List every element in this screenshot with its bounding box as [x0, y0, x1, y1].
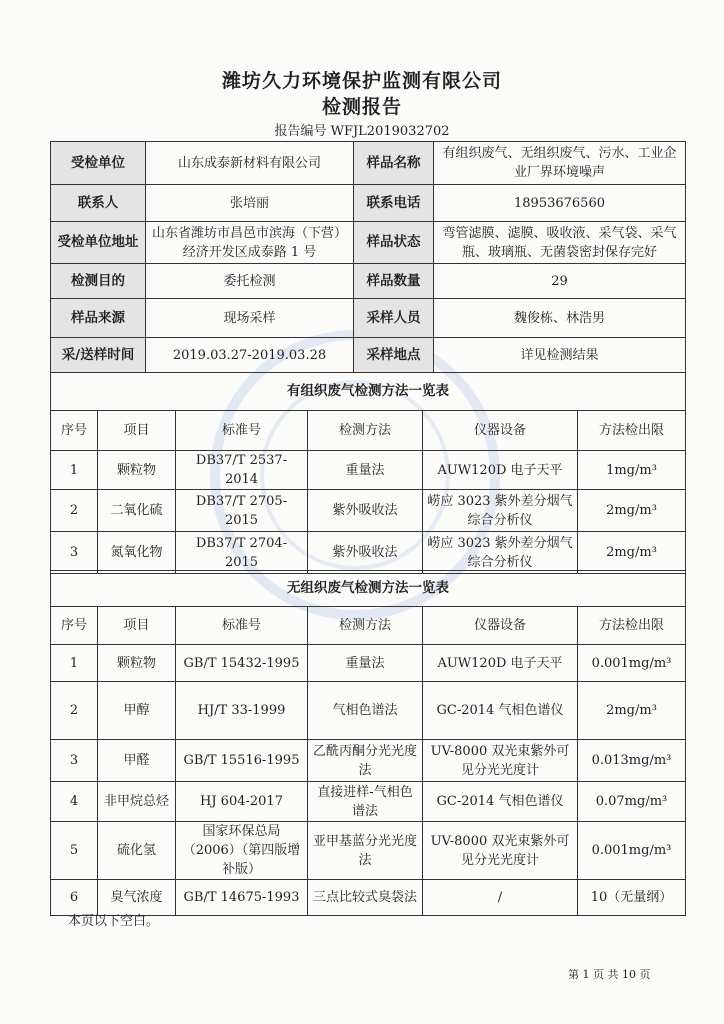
cell: 2mg/m³	[578, 682, 686, 740]
cell: 0.001mg/m³	[578, 822, 686, 880]
sample-name-label: 样品名称	[354, 142, 434, 185]
cell: GC-2014 气相色谱仪	[423, 782, 578, 822]
cell: 2	[51, 490, 98, 532]
cell: 2	[51, 682, 98, 740]
cell: 非甲烷总烃	[98, 782, 176, 822]
unorganized-section-title: 无组织废气检测方法一览表	[51, 571, 686, 607]
cell: 1	[51, 645, 98, 682]
cell: /	[423, 880, 578, 916]
col-header: 仪器设备	[423, 607, 578, 645]
report-number: 报告编号 WFJL2019032702	[274, 124, 450, 139]
cell: DB37/T 2705-2015	[176, 490, 308, 532]
source-value: 现场采样	[146, 299, 354, 338]
table-row	[51, 490, 686, 532]
sampler-label: 采样人员	[354, 299, 434, 338]
phone-value: 18953676560	[434, 185, 686, 222]
cell: 紫外吸收法	[308, 490, 423, 532]
sample-name-value: 有组织废气、无组织废气、污水、工业企业厂界环境噪声	[434, 142, 686, 185]
cell: 3	[51, 740, 98, 782]
cell: HJ 604-2017	[176, 782, 308, 822]
cell: GB/T 15516-1995	[176, 740, 308, 782]
cell: 甲醇	[98, 682, 176, 740]
cell: 2mg/m³	[578, 532, 686, 574]
unorganized-methods-table	[50, 570, 686, 916]
table-row	[51, 451, 686, 490]
cell: 氮氧化物	[98, 532, 176, 574]
state-value: 弯管滤膜、滤膜、吸收液、采气袋、采气瓶、玻璃瓶、无菌袋密封保存完好	[434, 222, 686, 264]
cell: 重量法	[308, 645, 423, 682]
report-title: 检测报告	[321, 96, 402, 118]
cell: 亚甲基蓝分光光度法	[308, 822, 423, 880]
cell: 二氧化硫	[98, 490, 176, 532]
col-header: 序号	[51, 607, 98, 645]
col-header: 方法检出限	[578, 411, 686, 451]
cell: 直接进样-气相色谱法	[308, 782, 423, 822]
cell: 6	[51, 880, 98, 916]
contact-value: 张培丽	[146, 185, 354, 222]
cell: 硫化氢	[98, 822, 176, 880]
company-name: 潍坊久力环境保护监测有限公司	[221, 70, 502, 92]
cell: GC-2014 气相色谱仪	[423, 682, 578, 740]
cell: 臭气浓度	[98, 880, 176, 916]
place-value: 详见检测结果	[434, 338, 686, 373]
col-header: 项目	[98, 607, 176, 645]
cell: 3	[51, 532, 98, 574]
col-header: 项目	[98, 411, 176, 451]
table-row	[51, 645, 686, 682]
quantity-value: 29	[434, 264, 686, 299]
place-label: 采样地点	[354, 338, 434, 373]
client-value: 山东成泰新材料有限公司	[146, 142, 354, 185]
col-header: 方法检出限	[578, 607, 686, 645]
address-value: 山东省潍坊市昌邑市滨海（下营）经济开发区成泰路 1 号	[146, 222, 354, 264]
source-label: 样品来源	[51, 299, 146, 338]
table-row	[51, 782, 686, 822]
cell: 颗粒物	[98, 451, 176, 490]
cell: 重量法	[308, 451, 423, 490]
cell: 5	[51, 822, 98, 880]
cell: 国家环保总局（2006）（第四版增补版）	[176, 822, 308, 880]
blank-note: 本页以下空白。	[68, 914, 160, 929]
cell: GB/T 14675-1993	[176, 880, 308, 916]
col-header: 标准号	[176, 411, 308, 451]
page-number: 第 1 页 共 10 页	[568, 968, 651, 981]
col-header: 检测方法	[308, 411, 423, 451]
cell: 甲醛	[98, 740, 176, 782]
cell: 崂应 3023 紫外差分烟气综合分析仪	[423, 532, 578, 574]
organized-methods-table	[50, 372, 686, 574]
table-row	[51, 532, 686, 574]
time-value: 2019.03.27-2019.03.28	[146, 338, 354, 373]
info-table	[50, 141, 686, 373]
cell: 0.013mg/m³	[578, 740, 686, 782]
table-row	[51, 682, 686, 740]
cell: UV-8000 双光束紫外可见分光光度计	[423, 740, 578, 782]
col-header: 检测方法	[308, 607, 423, 645]
cell: 三点比较式臭袋法	[308, 880, 423, 916]
cell: 气相色谱法	[308, 682, 423, 740]
cell: 10（无量纲）	[578, 880, 686, 916]
cell: 0.001mg/m³	[578, 645, 686, 682]
cell: 紫外吸收法	[308, 532, 423, 574]
cell: 崂应 3023 紫外差分烟气综合分析仪	[423, 490, 578, 532]
cell: 颗粒物	[98, 645, 176, 682]
phone-label: 联系电话	[354, 185, 434, 222]
cell: AUW120D 电子天平	[423, 451, 578, 490]
sampler-value: 魏俊栋、林浩男	[434, 299, 686, 338]
col-header: 序号	[51, 411, 98, 451]
cell: GB/T 15432-1995	[176, 645, 308, 682]
address-label: 受检单位地址	[51, 222, 146, 264]
quantity-label: 样品数量	[354, 264, 434, 299]
cell: 1	[51, 451, 98, 490]
organized-section-title: 有组织废气检测方法一览表	[51, 373, 686, 411]
cell: 1mg/m³	[578, 451, 686, 490]
cell: 2mg/m³	[578, 490, 686, 532]
cell: 0.07mg/m³	[578, 782, 686, 822]
col-header: 仪器设备	[423, 411, 578, 451]
cell: HJ/T 33-1999	[176, 682, 308, 740]
table-row	[51, 822, 686, 880]
purpose-value: 委托检测	[146, 264, 354, 299]
purpose-label: 检测目的	[51, 264, 146, 299]
cell: AUW120D 电子天平	[423, 645, 578, 682]
contact-label: 联系人	[51, 185, 146, 222]
cell: UV-8000 双光束紫外可见分光光度计	[423, 822, 578, 880]
cell: DB37/T 2537-2014	[176, 451, 308, 490]
col-header: 标准号	[176, 607, 308, 645]
client-label: 受检单位	[51, 142, 146, 185]
state-label: 样品状态	[354, 222, 434, 264]
time-label: 采/送样时间	[51, 338, 146, 373]
cell: 4	[51, 782, 98, 822]
cell: DB37/T 2704-2015	[176, 532, 308, 574]
cell: 乙酰丙酮分光光度法	[308, 740, 423, 782]
table-row	[51, 740, 686, 782]
